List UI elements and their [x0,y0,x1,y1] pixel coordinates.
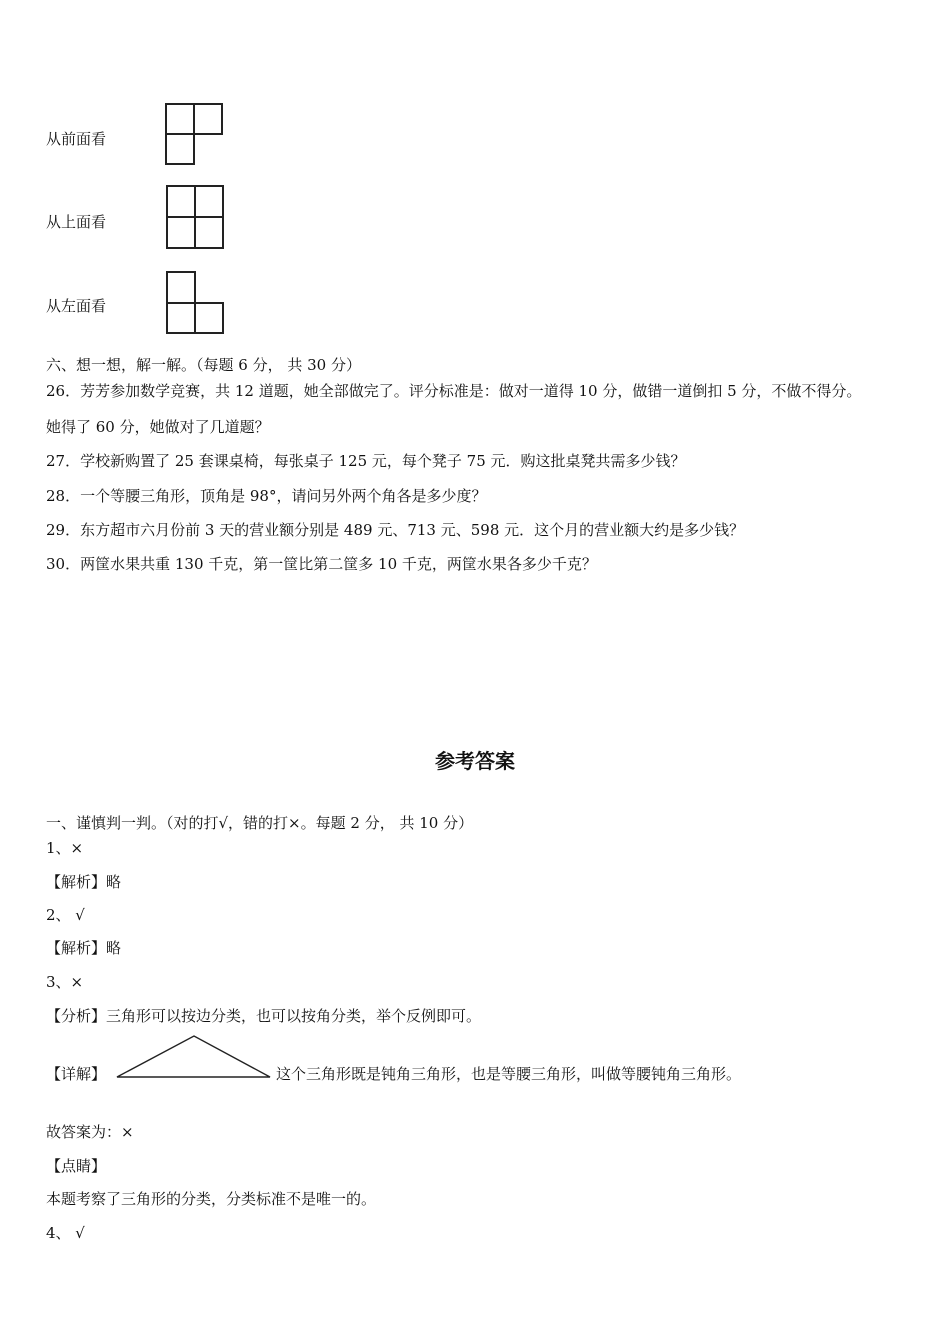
left-view-cell [167,272,195,303]
answer-3-dianjing: 【点睛】 [46,1157,107,1175]
answer-3-xiangjie-label: 【详解】 [46,1065,107,1083]
view-label-left: 从左面看 [46,297,107,315]
answer-2: 2、 √ [46,906,85,924]
front-view-cell [194,104,222,134]
top-view-cell [167,186,195,217]
answer-1: 1、× [46,839,84,857]
answer-3-conclusion: 故答案为：× [46,1123,134,1141]
answer-3: 3、× [46,973,84,991]
left-view-figure [162,268,228,336]
top-view-cell [195,217,223,248]
view-label-top: 从上面看 [46,213,107,231]
question-28: 28．一个等腰三角形，顶角是 98°，请问另外两个角各是多少度？ [46,487,487,505]
front-view-figure [162,100,226,168]
question-30: 30．两筐水果共重 130 千克，第一筐比第二筐多 10 千克，两筐水果各多少千克？ [46,555,597,573]
top-view-cell [167,217,195,248]
answers-title: 参考答案 [435,749,515,773]
answer-2-analysis: 【解析】略 [46,939,122,957]
obtuse-isosceles-triangle-figure [114,1033,274,1081]
view-label-front: 从前面看 [46,130,107,148]
question-27: 27．学校新购置了 25 套课桌椅，每张桌子 125 元，每个凳子 75 元．购这批桌凳共需多少钱？ [46,452,686,470]
top-view-cell [195,186,223,217]
left-view-cell [195,303,223,333]
answer-3-fenxi: 【分析】三角形可以按边分类，也可以按角分类，举个反例即可。 [46,1007,482,1025]
answers-section1-heading: 一、谨慎判一判。（对的打√，错的打×。每题 2 分， 共 10 分） [46,814,474,832]
top-view-figure [162,182,228,250]
answer-1-analysis: 【解析】略 [46,873,122,891]
section6-heading: 六、想一想，解一解。（每题 6 分， 共 30 分） [46,356,361,374]
answer-3-xiangjie-text: 这个三角形既是钝角三角形，也是等腰三角形，叫做等腰钝角三角形。 [276,1065,742,1083]
left-view-cell [167,303,195,333]
question-29: 29．东方超市六月份前 3 天的营业额分别是 489 元、713 元、598 元．这个月的营业额大约是多少钱？ [46,521,745,539]
front-view-cell [166,104,194,134]
answer-3-summary: 本题考察了三角形的分类，分类标准不是唯一的。 [46,1190,377,1208]
question-26-line2: 她得了 60 分，她做对了几道题？ [46,418,270,436]
question-26-line1: 26．芳芳参加数学竞赛，共 12 道题，她全部做完了。评分标准是：做对一道得 10 分，做错一道倒扣 5 分，不做不得分。 [46,382,862,400]
answer-4: 4、 √ [46,1224,85,1242]
front-view-cell [166,134,194,164]
